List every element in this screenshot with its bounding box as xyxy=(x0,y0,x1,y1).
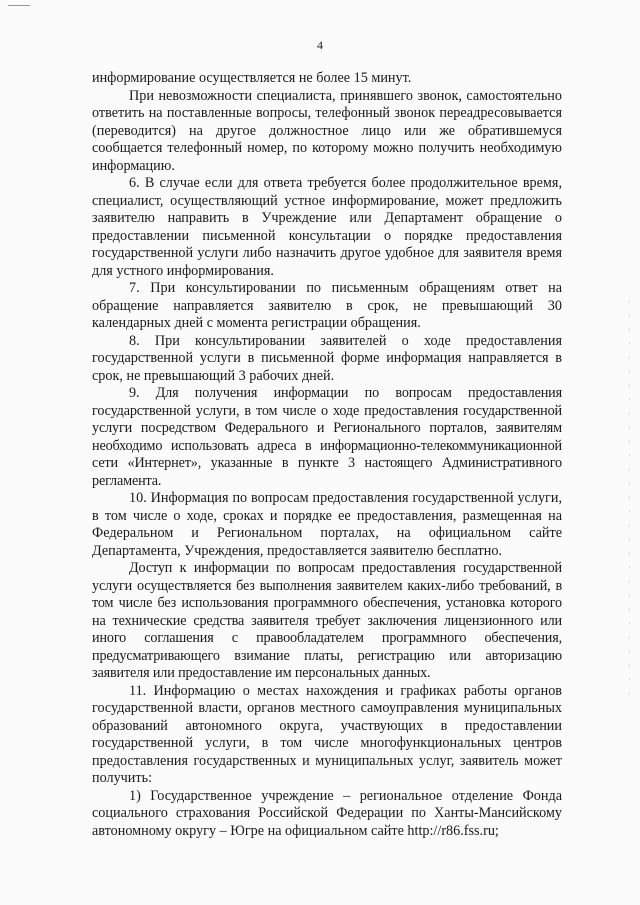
document-body xyxy=(92,70,562,840)
scan-edge-artifact xyxy=(629,300,630,700)
paragraph-item-7: 7. При консультировании по письменным обращениям ответ на обращение направляется заявителю в срок, не превышающий 30 календарных дней с момента регистрации обращения. xyxy=(92,280,562,331)
paragraph-free-access: Доступ к информации по вопросам предоставления государственной услуги осуществляется без выполнения заявителем каких-либо требований, в том числе без использования программного обеспечения, установка которого на технические средства заявителя требует заключения лицензионного или иного соглашения с правообладателем программного обеспечения, предусматривающего взимание платы, регистрацию или авторизацию заявителя или предоставление им персональных данных. xyxy=(92,560,562,681)
paragraph-item-9: 9. Для получения информации по вопросам предоставления государственной услуги, в том числе о ходе предоставления государственной услуги посредством Федерального и Регионального порталов, заявителям необходимо использовать адреса в информационно-телекоммуникационной сети «Интернет», указанные в пункте 3 настоящего Административного регламента. xyxy=(92,385,562,489)
paragraph-item-6: 6. В случае если для ответа требуется более продолжительное время, специалист, осуществляющий устное информирование, может предложить заявителю направить в Учреждение или Департамент обращение о предоставлении письменной консультации о порядке предоставления государственной услуги либо назначить другое удобное для заявителя время для устного информирования. xyxy=(92,175,562,279)
paragraph-item-11: 11. Информацию о местах нахождения и графиках работы органов государственной власти, органов местного самоуправления муниципальных образований автономного округа, участвующих в предоставлении государственной услуги, в том числе многофункциональных центров предоставления государственных и муниципальных услуг, заявитель может получить: xyxy=(92,682,562,786)
paragraph-continuation: информирование осуществляется не более 15 минут. xyxy=(92,70,412,86)
page-number: 4 xyxy=(317,38,323,52)
paragraph-item-8: 8. При консультировании заявителей о ходе предоставления государственной услуги в письменной форме информация направляется в срок, не превышающий 3 рабочих дней. xyxy=(92,332,562,384)
scan-corner-mark xyxy=(8,5,30,6)
paragraph-subitem-1: 1) Государственное учреждение – региональное отделение Фонда социального страхования Российской Федерации по Ханты-Мансийскому автономному округу – Югре на официальном сайте http://r86.fss.ru; xyxy=(92,787,562,839)
paragraph-callback-redirect: При невозможности специалиста, принявшего звонок, самостоятельно ответить на поставленные вопросы, телефонный звонок переадресовывается (переводится) на другое должностное лицо или же обратившемуся сообщается телефонный номер, по которому можно получить необходимую информацию. xyxy=(92,87,562,174)
paragraph-item-10: 10. Информация по вопросам предоставления государственной услуги, в том числе о ходе, сроках и порядке ее предоставления, размещенная на Федеральном и Региональном порталах, на официальном сайте Департамента, Учреждения, предоставляется заявителю бесплатно. xyxy=(92,490,562,559)
